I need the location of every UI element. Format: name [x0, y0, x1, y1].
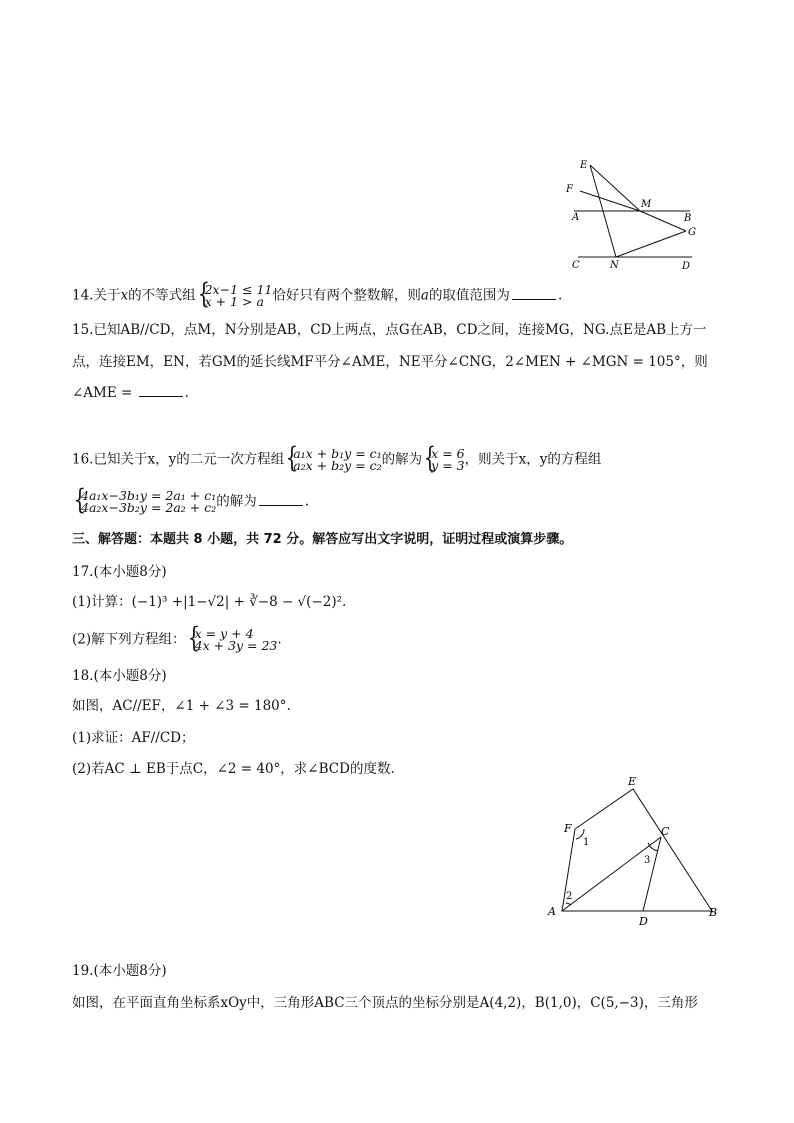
- q17-p2-system: [186, 628, 278, 652]
- q16-sys1-row2: a₂x + b₂y = c₂: [293, 458, 382, 473]
- fig2-angle-3: 3: [644, 855, 651, 866]
- q19-title: 19.(本小题8分): [72, 963, 167, 979]
- fig2-label-E: E: [628, 775, 637, 788]
- q14-number: 14.: [72, 287, 94, 304]
- fig2-label-F: F: [564, 822, 572, 835]
- q17-title: 17.(本小题8分): [72, 564, 167, 580]
- q15-end: .: [184, 385, 189, 401]
- q16-answer-blank: [259, 493, 303, 506]
- q16-system2: [72, 490, 216, 514]
- figure-quadrilateral: [540, 775, 730, 930]
- q15-line3-text: ∠AME =: [72, 385, 137, 401]
- q16-text-post2: 的解为: [216, 493, 257, 510]
- q14-end: .: [557, 287, 563, 304]
- q17-part2: [72, 628, 282, 652]
- q14-answer-blank: [512, 287, 556, 300]
- q14-text-mid: 的不等式组: [128, 287, 196, 304]
- q17-p1-prefix: (1)计算：: [72, 594, 132, 610]
- q14-row2: x + 1 > a: [204, 294, 264, 309]
- q16-sol-row2: y = 3: [431, 458, 465, 473]
- q17-p2-row1: { x = y + 4: [194, 626, 254, 641]
- q17-p2-row2: 4x + 3y = 23: [194, 638, 278, 653]
- fig2-angle-1: 1: [583, 837, 590, 848]
- fig2-label-C: C: [661, 825, 670, 838]
- question-15-line2: 点，连接EM，EN，若GM的延长线MF平分∠AME，NE平分∠CNG，2∠MEN + ∠MGN = 105°，则: [72, 354, 708, 370]
- q14-a: a: [420, 287, 429, 304]
- q16-sys2-row2: 4a₂x−3b₂y = 2a₂ + c₂: [81, 500, 217, 515]
- q14-text-post: 恰好只有两个整数解，则: [272, 287, 421, 304]
- q16-sys2-row1: { 4a₁x−3b₁y = 2a₁ + c₁: [81, 488, 217, 503]
- q16-sys1-row1: { a₁x + b₁y = c₁: [293, 446, 382, 461]
- figure-parallel-lines: [560, 155, 710, 275]
- fig1-label-D: D: [682, 261, 691, 272]
- q18-line1: 如图，AC//EF，∠1 + ∠3 = 180°.: [72, 698, 291, 714]
- question-16-line2: [72, 490, 309, 514]
- q19-line1: 如图，在平面直角坐标系xOy中，三角形ABC三个顶点的坐标分别是A(4,2)，B(1,0)，C(5,−3)，三角形: [72, 995, 698, 1011]
- question-15-line1: 15.已知AB//CD，点M，N分别是AB，CD上两点，点G在AB，CD之间，连接MG，NG.点E是AB上方一: [72, 322, 707, 338]
- q14-text-post2: 的取值范围为: [428, 287, 510, 304]
- question-16-line1: [72, 448, 601, 472]
- q16-solution: [422, 448, 464, 472]
- section-3-heading: 三、解答题：本题共 8 小题，共 72 分。解答应写出文字说明，证明过程或演算步骤。: [72, 532, 573, 547]
- fig1-label-A: A: [572, 212, 580, 223]
- question-15-line3: [72, 384, 189, 402]
- q15-answer-blank: [139, 384, 183, 397]
- q17-p2-end: .: [277, 631, 282, 648]
- fig1-label-G: G: [688, 227, 696, 238]
- q16-text-pre: 16.已知关于x，y的二元一次方程组: [72, 451, 285, 468]
- q18-title: 18.(本小题8分): [72, 668, 167, 684]
- q16-end: .: [304, 493, 310, 510]
- fig1-label-N: N: [610, 260, 619, 271]
- q16-text-post: ，则关于x，y的方程组: [464, 451, 602, 468]
- q17-part1: [72, 593, 346, 611]
- q17-p1-end: .: [342, 594, 347, 610]
- q16-text-mid: 的解为: [381, 451, 423, 468]
- q14-inequality-system: [196, 284, 273, 308]
- fig1-label-E: E: [580, 160, 588, 171]
- q16-system1: [284, 448, 381, 472]
- q16-sol-row1: { x = 6: [431, 446, 465, 461]
- fig2-label-D: D: [639, 915, 648, 928]
- question-14: [72, 284, 562, 308]
- fig1-label-C: C: [572, 260, 580, 271]
- fig1-label-F: F: [566, 184, 573, 195]
- q18-line3: (2)若AC ⊥ EB于点C，∠2 = 40°，求∠BCD的度数.: [72, 761, 395, 777]
- q17-p1-expression: (−1)³ +|1−√2| + ∛−8 − √(−2)²: [131, 594, 343, 610]
- fig1-label-B: B: [684, 213, 692, 224]
- fig2-label-B: B: [709, 906, 718, 919]
- fig2-label-A: A: [548, 905, 556, 918]
- fig1-label-M: M: [641, 199, 652, 210]
- q14-var: x: [120, 287, 129, 304]
- q18-line2: (1)求证：AF//CD；: [72, 730, 195, 746]
- fig2-angle-2: 2: [566, 891, 573, 902]
- q17-p2-prefix: (2)解下列方程组：: [72, 631, 186, 648]
- q14-text-pre: 关于: [93, 287, 121, 304]
- q14-row1: { 2x−1 ≤ 11: [204, 282, 273, 297]
